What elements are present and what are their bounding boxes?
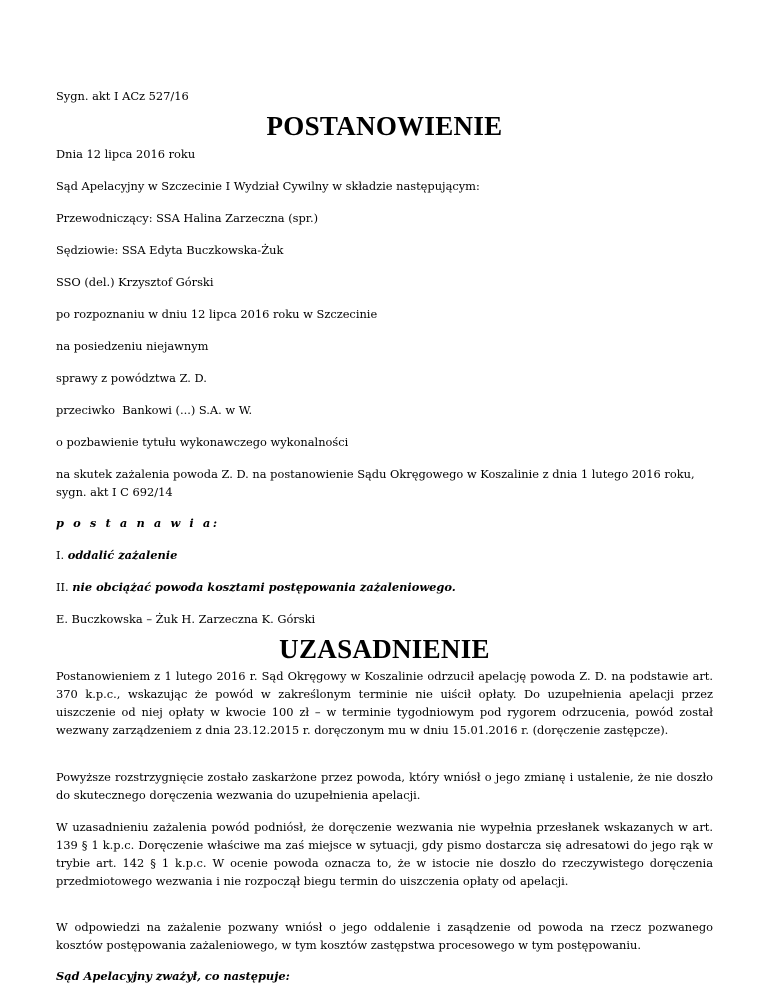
ruling-text: nie obciążać powoda kosztami postępowania zażaleniowego. bbox=[72, 580, 456, 594]
against-line: przeciwko Bankowi (...) S.A. w W. bbox=[56, 403, 253, 417]
document-title: POSTANOWIENIE bbox=[266, 111, 503, 141]
judges-line: Sędziowie: SSA Edyta Buczkowska-Żuk bbox=[56, 243, 284, 257]
case-from-line: sprawy z powództwa Z. D. bbox=[56, 371, 207, 385]
hearing-line: po rozpoznaniu w dniu 12 lipca 2016 roku w Szczecinie bbox=[56, 307, 378, 321]
court-line: Sąd Apelacyjny w Szczecinie I Wydział Cywilny w składzie następującym: bbox=[56, 179, 480, 193]
signatures-line: E. Buczkowska – Żuk H. Zarzeczna K. Górski bbox=[56, 612, 316, 626]
ruling-item-1 bbox=[56, 546, 713, 564]
ruling-text: oddalić zażalenie bbox=[67, 548, 178, 562]
subject-line: o pozbawienie tytułu wykonawczego wykonalności bbox=[56, 435, 349, 449]
chairman-line: Przewodniczący: SSA Halina Zarzeczna (spr.) bbox=[56, 211, 319, 225]
delegated-judge-line: SSO (del.) Krzysztof Górski bbox=[56, 275, 214, 289]
appeal-basis-paragraph: na skutek zażalenia powoda Z. D. na postanowienie Sądu Okręgowego w Koszalinie z dnia 1 lutego 2016 roku, sygn. akt I C 692/14 bbox=[56, 467, 695, 499]
case-signature: Sygn. akt I ACz 527/16 bbox=[56, 89, 189, 103]
ruling-number: I. bbox=[56, 548, 65, 562]
justification-paragraph-4: W odpowiedzi na zażalenie pozwany wniósł o jego oddalenie i zasądzenie od powoda na rzecz pozwanego kosztów postępowania zażaleniowego, w tym kosztów zastępstwa procesowego w tym postępowaniu. bbox=[56, 920, 713, 952]
justification-paragraph-1: Postanowieniem z 1 lutego 2016 r. Sąd Okręgowy w Koszalinie odrzucił apelację powoda Z. D. na podstawie art. 370 k.p.c., wskazując że powód w zakreślonym terminie nie uiścił opłaty. Do uzupełnienia apelacji przez uiszczenie od niej opłaty w kwocie 100 zł – w terminie tygodniowym pod rygorem odrzucenia, powód został wezwany zarządzeniem z dnia 23.12.2015 r. doręczonym mu w dniu 15.01.2016 r. (doręczenie zastępcze). bbox=[56, 669, 713, 737]
justification-paragraph-2: Powyższe rozstrzygnięcie zostało zaskarżone przez powoda, który wniósł o jego zmianę i ustalenie, że nie doszło do skutecznego doręczenia wezwania do uzupełnienia apelacji. bbox=[56, 770, 713, 802]
session-line: na posiedzeniu niejawnym bbox=[56, 339, 209, 353]
court-considered-line: Sąd Apelacyjny zważył, co następuje: bbox=[56, 969, 290, 983]
decides-line: p o s t a n a w i a: bbox=[56, 516, 220, 530]
ruling-number: II. bbox=[56, 580, 69, 594]
justification-paragraph-3: W uzasadnieniu zażalenia powód podniósł, że doręczenie wezwania nie wypełnia przesłanek wskazanych w art. 139 § 1 k.p.c. Doręczenie właściwe ma zaś miejsce w sytuacji, gdy pismo dostarcza się adresatowi do jego rąk w trybie art. 142 § 1 k.p.c. W ocenie powoda oznacza to, że w istocie nie doszło do rzeczywistego doręczenia przedmiotowego wezwania i nie rozpoczął biegu termin do uiszczenia opłaty od apelacji. bbox=[56, 820, 713, 888]
ruling-item-2 bbox=[56, 578, 713, 596]
date-line: Dnia 12 lipca 2016 roku bbox=[56, 147, 196, 161]
justification-title: UZASADNIENIE bbox=[279, 634, 490, 664]
